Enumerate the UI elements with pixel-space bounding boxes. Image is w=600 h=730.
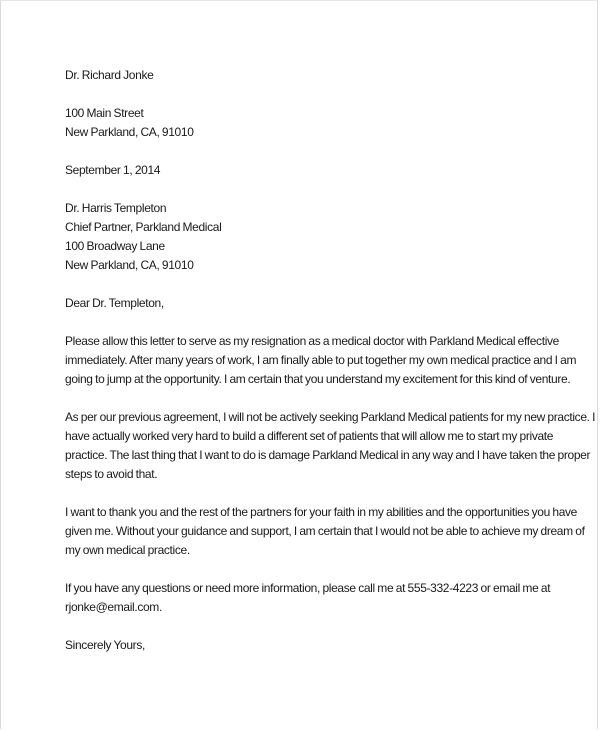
paragraph-line: practice. The last thing that I want to do is damage Parkland Medical in any way and I have taken the proper (65, 448, 591, 462)
paragraph-line: steps to avoid that. (65, 467, 158, 481)
date-block (65, 161, 565, 180)
paragraph-line: my own medical practice. (65, 543, 190, 557)
paragraph-line: Please allow this letter to serve as my resignation as a medical doctor with Parkland Medical effective (65, 334, 559, 348)
paragraph-line: going to jump at the opportunity. I am certain that you understand my excitement for this kind of venture. (65, 372, 571, 386)
paragraph-line: I want to thank you and the rest of the partners for your faith in my abilities and the opportunities you have (65, 505, 577, 519)
paragraph-1 (65, 332, 577, 389)
paragraph-2 (65, 408, 596, 484)
paragraph-3 (65, 503, 585, 560)
sender-street: 100 Main Street (65, 106, 144, 120)
letter-body (65, 66, 596, 655)
paragraph-line: have actually worked very hard to build a different set of patients that will allow me to start my private (65, 429, 554, 443)
recipient-city: New Parkland, CA, 91010 (65, 258, 194, 272)
closing: Sincerely Yours, (65, 638, 145, 652)
salutation-block (65, 294, 565, 313)
sender-name: Dr. Richard Jonke (65, 68, 154, 82)
salutation: Dear Dr. Templeton, (65, 296, 164, 310)
recipient-name: Dr. Harris Templeton (65, 201, 167, 215)
paragraph-line: immediately. After many years of work, I am finally able to put together my own medical practice and I am (65, 353, 577, 367)
paragraph-line: rjonke@email.com. (65, 600, 162, 614)
recipient-block (65, 199, 565, 275)
recipient-street: 100 Broadway Lane (65, 239, 165, 253)
paragraph-4 (65, 579, 565, 617)
sender-address (65, 104, 565, 142)
sender-city: New Parkland, CA, 91010 (65, 125, 194, 139)
paragraph-line: If you have any questions or need more information, please call me at 555-332-4223 or email me at (65, 581, 551, 595)
paragraph-line: given me. Without your guidance and support, I am certain that I would not be able to achieve my dream of (65, 524, 585, 538)
letter-date: September 1, 2014 (65, 163, 161, 177)
sender-block (65, 66, 565, 85)
closing-block (65, 636, 565, 655)
recipient-title: Chief Partner, Parkland Medical (65, 220, 222, 234)
paragraph-line: As per our previous agreement, I will not be actively seeking Parkland Medical patients for my new practice. I (65, 410, 596, 424)
